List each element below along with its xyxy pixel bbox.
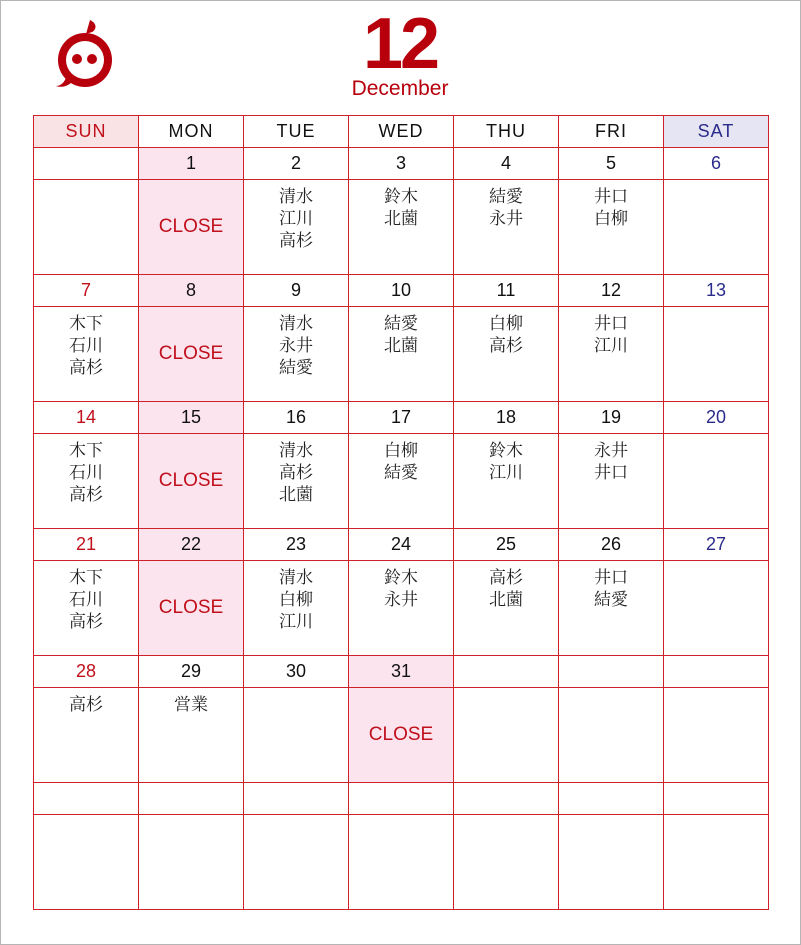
day-number	[34, 783, 139, 815]
day-cell	[664, 180, 769, 275]
day-number: 12	[559, 275, 664, 307]
day-number	[34, 148, 139, 180]
staff-name: 石川	[69, 590, 103, 610]
date-row	[34, 275, 769, 307]
staff-name: 結愛	[594, 590, 628, 610]
staff-name: 北薗	[489, 590, 523, 610]
day-cell	[349, 815, 454, 910]
day-number: 29	[139, 656, 244, 688]
staff-name: 高杉	[69, 485, 103, 505]
day-number: 10	[349, 275, 454, 307]
day-number: 31	[349, 656, 454, 688]
date-row	[34, 783, 769, 815]
staff-name: 江川	[489, 463, 523, 483]
day-number: 1	[139, 148, 244, 180]
staff-row	[34, 561, 769, 656]
day-number: 20	[664, 402, 769, 434]
staff-row	[34, 688, 769, 783]
staff-name: 井口	[594, 187, 628, 207]
day-number: 7	[34, 275, 139, 307]
day-cell	[34, 307, 139, 402]
staff-name: 鈴木	[384, 568, 418, 588]
day-number: 6	[664, 148, 769, 180]
staff-name: 江川	[279, 612, 313, 632]
staff-name: 高杉	[279, 231, 313, 251]
staff-name: 永井	[384, 590, 418, 610]
staff-row	[34, 307, 769, 402]
day-number: 19	[559, 402, 664, 434]
staff-name: 江川	[594, 336, 628, 356]
day-cell	[349, 561, 454, 656]
day-number	[559, 656, 664, 688]
day-cell	[244, 180, 349, 275]
staff-name: 営業	[174, 695, 208, 715]
staff-name: 高杉	[489, 336, 523, 356]
staff-name: 高杉	[69, 358, 103, 378]
staff-name: 江川	[279, 209, 313, 229]
day-cell	[349, 307, 454, 402]
day-cell	[139, 561, 244, 656]
day-cell	[349, 180, 454, 275]
staff-name: 井口	[594, 568, 628, 588]
close-label: CLOSE	[158, 343, 224, 364]
day-cell	[34, 815, 139, 910]
day-number: 14	[34, 402, 139, 434]
day-number: 21	[34, 529, 139, 561]
day-number: 18	[454, 402, 559, 434]
day-cell	[139, 815, 244, 910]
day-number: 11	[454, 275, 559, 307]
date-row	[34, 402, 769, 434]
day-cell	[559, 180, 664, 275]
day-number: 23	[244, 529, 349, 561]
date-row	[34, 656, 769, 688]
day-cell	[34, 561, 139, 656]
day-cell	[664, 434, 769, 529]
day-number: 16	[244, 402, 349, 434]
day-number	[244, 783, 349, 815]
calendar-grid	[33, 115, 769, 910]
staff-name: 永井	[594, 441, 628, 461]
staff-name: 結愛	[384, 314, 418, 334]
day-cell	[139, 434, 244, 529]
day-cell	[559, 434, 664, 529]
day-number	[349, 783, 454, 815]
staff-name: 白柳	[594, 209, 628, 229]
day-cell	[34, 180, 139, 275]
day-cell	[454, 815, 559, 910]
weekday-tue: TUE	[244, 116, 349, 148]
day-number: 3	[349, 148, 454, 180]
date-row	[34, 148, 769, 180]
staff-name: 井口	[594, 314, 628, 334]
staff-name: 結愛	[279, 358, 313, 378]
day-cell	[664, 561, 769, 656]
weekday-thu: THU	[454, 116, 559, 148]
staff-name: 石川	[69, 336, 103, 356]
staff-name: 清水	[279, 314, 313, 334]
staff-name: 白柳	[279, 590, 313, 610]
staff-row	[34, 180, 769, 275]
day-number	[559, 783, 664, 815]
day-number: 13	[664, 275, 769, 307]
day-number: 5	[559, 148, 664, 180]
staff-name: 結愛	[489, 187, 523, 207]
staff-row	[34, 434, 769, 529]
close-label: CLOSE	[158, 470, 224, 491]
staff-name: 木下	[69, 441, 103, 461]
day-cell	[244, 688, 349, 783]
day-number: 15	[139, 402, 244, 434]
day-cell	[34, 688, 139, 783]
staff-name: 鈴木	[489, 441, 523, 461]
day-cell	[244, 434, 349, 529]
day-number: 30	[244, 656, 349, 688]
close-label: CLOSE	[368, 724, 434, 745]
day-cell	[349, 688, 454, 783]
staff-name: 北薗	[384, 209, 418, 229]
staff-name: 高杉	[489, 568, 523, 588]
day-cell	[454, 434, 559, 529]
day-number: 26	[559, 529, 664, 561]
weekday-fri: FRI	[559, 116, 664, 148]
staff-name: 永井	[279, 336, 313, 356]
staff-name: 清水	[279, 187, 313, 207]
staff-row	[34, 815, 769, 910]
day-cell	[559, 307, 664, 402]
day-cell	[664, 307, 769, 402]
staff-name: 白柳	[489, 314, 523, 334]
day-cell	[34, 434, 139, 529]
day-cell	[559, 561, 664, 656]
staff-name: 高杉	[69, 695, 103, 715]
staff-name: 木下	[69, 568, 103, 588]
date-row	[34, 529, 769, 561]
close-label: CLOSE	[158, 216, 224, 237]
weekday-header-row	[34, 116, 769, 148]
day-cell	[559, 688, 664, 783]
staff-name: 清水	[279, 568, 313, 588]
staff-name: 白柳	[384, 441, 418, 461]
day-number: 22	[139, 529, 244, 561]
day-number: 2	[244, 148, 349, 180]
staff-name: 清水	[279, 441, 313, 461]
day-cell	[454, 688, 559, 783]
day-number: 8	[139, 275, 244, 307]
day-cell	[454, 180, 559, 275]
staff-name: 石川	[69, 463, 103, 483]
staff-name: 北薗	[384, 336, 418, 356]
day-number: 28	[34, 656, 139, 688]
day-cell	[139, 688, 244, 783]
weekday-sat: SAT	[664, 116, 769, 148]
day-number: 4	[454, 148, 559, 180]
day-cell	[349, 434, 454, 529]
staff-name: 北薗	[279, 485, 313, 505]
day-cell	[454, 561, 559, 656]
day-cell	[664, 688, 769, 783]
staff-name: 井口	[594, 463, 628, 483]
weekday-mon: MON	[139, 116, 244, 148]
day-cell	[244, 307, 349, 402]
day-cell	[454, 307, 559, 402]
day-number	[139, 783, 244, 815]
weekday-sun: SUN	[34, 116, 139, 148]
day-number: 27	[664, 529, 769, 561]
day-number: 24	[349, 529, 454, 561]
logo-icon	[52, 18, 118, 94]
day-number	[664, 783, 769, 815]
day-cell	[664, 815, 769, 910]
day-cell	[244, 561, 349, 656]
staff-name: 木下	[69, 314, 103, 334]
staff-name: 鈴木	[384, 187, 418, 207]
day-number	[454, 783, 559, 815]
close-label: CLOSE	[158, 597, 224, 618]
day-cell	[244, 815, 349, 910]
staff-name: 永井	[489, 209, 523, 229]
day-number	[664, 656, 769, 688]
weekday-wed: WED	[349, 116, 454, 148]
day-number: 9	[244, 275, 349, 307]
month-number: 12	[362, 4, 438, 84]
staff-name: 高杉	[279, 463, 313, 483]
day-number: 17	[349, 402, 454, 434]
month-name: December	[351, 77, 449, 100]
staff-name: 結愛	[384, 463, 418, 483]
day-cell	[139, 180, 244, 275]
staff-name: 高杉	[69, 612, 103, 632]
day-cell	[559, 815, 664, 910]
day-number	[454, 656, 559, 688]
day-number: 25	[454, 529, 559, 561]
day-cell	[139, 307, 244, 402]
